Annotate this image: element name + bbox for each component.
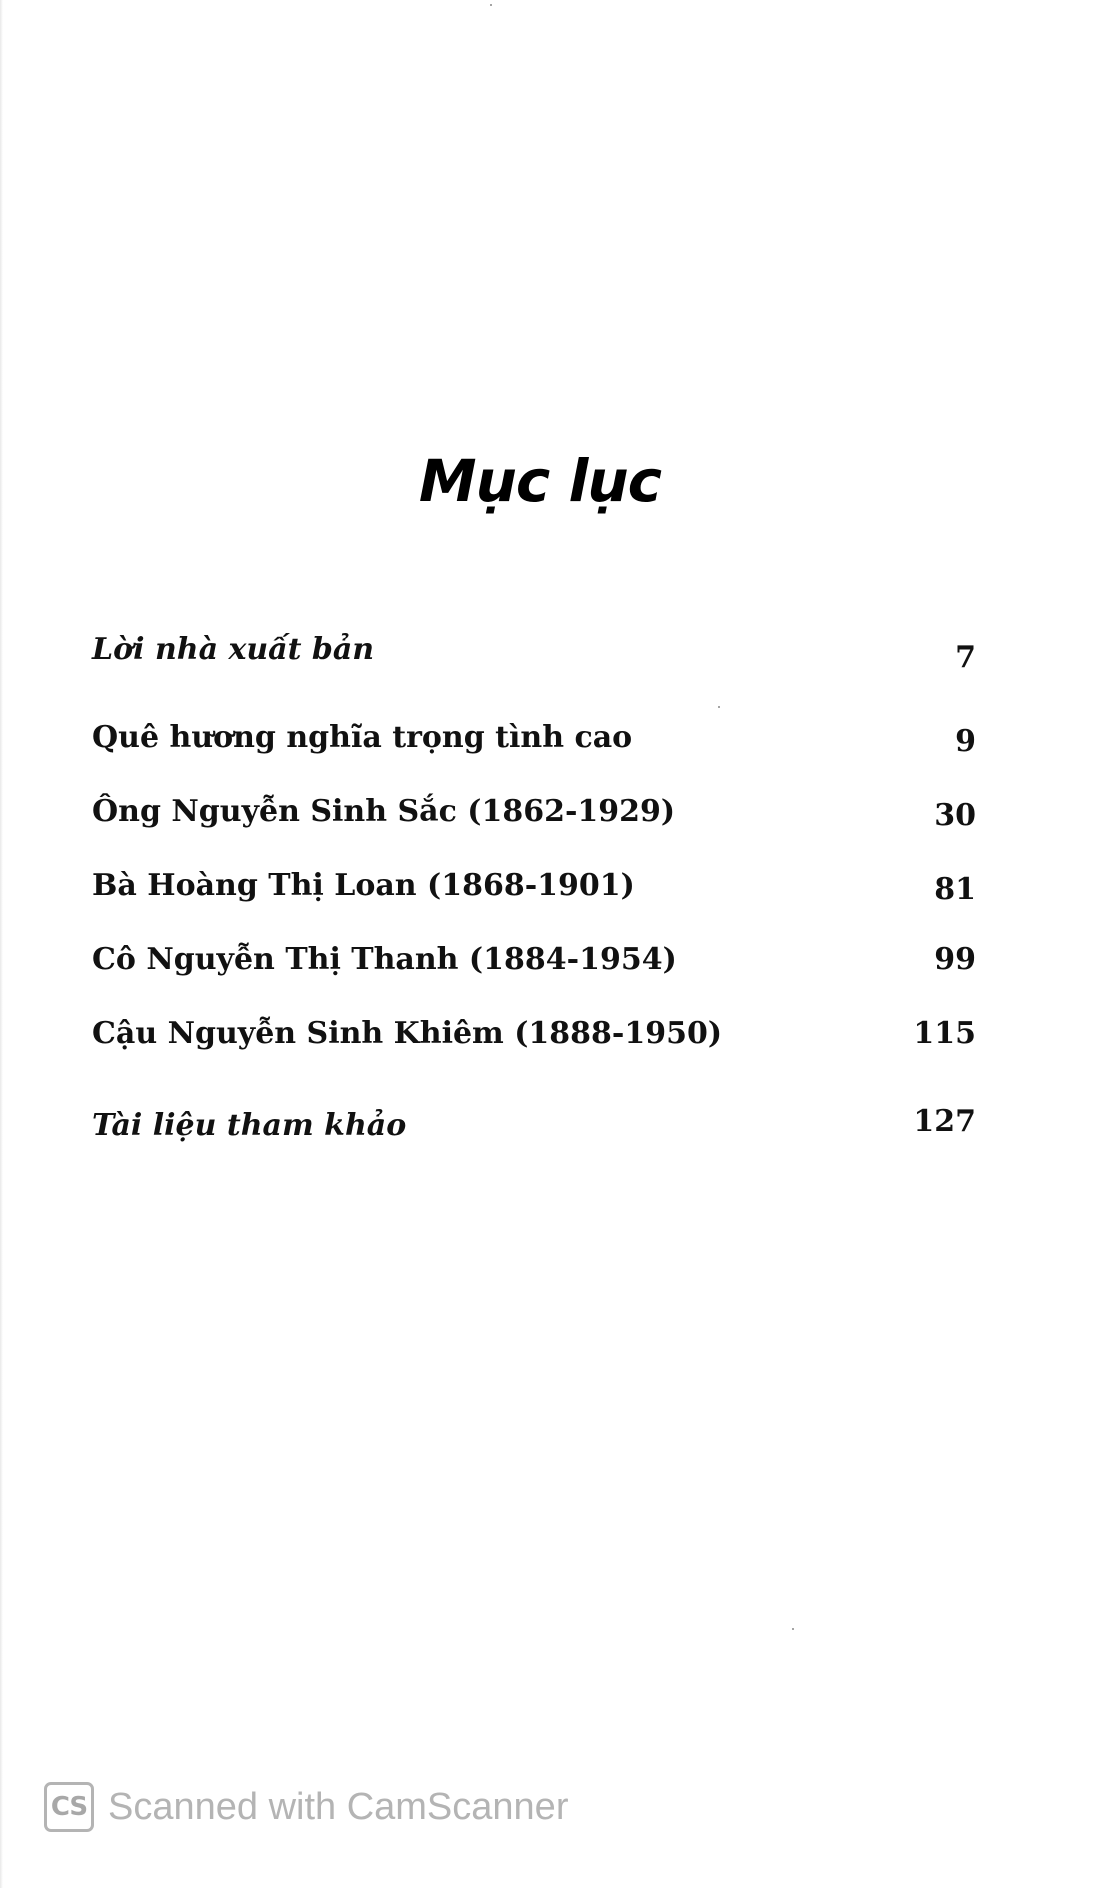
toc-entry-homeland[interactable] [92,720,976,768]
toc-entry-page: 81 [934,872,976,907]
toc-entry-page: 115 [913,1016,976,1051]
scan-speck [718,706,720,708]
camscanner-logo-icon: CS [44,1782,94,1832]
toc-entry-label: Quê hương nghĩa trọng tình cao [92,720,633,755]
toc-entry-label: Tài liệu tham khảo [92,1108,407,1143]
camscanner-watermark [44,1782,568,1832]
toc-entry-nguyen-thi-thanh[interactable] [92,942,976,990]
toc-entry-label: Lời nhà xuất bản [92,632,375,667]
toc-entry-page: 7 [955,640,976,675]
toc-entry-page: 30 [934,798,976,833]
toc-entry-page: 127 [913,1104,976,1139]
toc-entry-page: 99 [934,942,976,977]
toc-entry-label: Cô Nguyễn Thị Thanh (1884-1954) [92,942,677,977]
toc-entry-preface[interactable] [92,632,976,680]
watermark-text: Scanned with CamScanner [108,1785,569,1828]
toc-entry-references[interactable] [92,1104,976,1156]
scan-edge-shadow [0,0,3,1888]
toc-entry-label: Cậu Nguyễn Sinh Khiêm (1888-1950) [92,1016,723,1051]
page-title: Mục lục [418,446,662,515]
toc-entry-hoang-thi-loan[interactable] [92,868,976,916]
toc-entry-label: Ông Nguyễn Sinh Sắc (1862-1929) [92,794,676,829]
scan-speck [490,4,492,6]
scan-speck [792,1628,794,1630]
toc-entry-nguyen-sinh-sac[interactable] [92,794,976,842]
toc-entry-label: Bà Hoàng Thị Loan (1868-1901) [92,868,635,903]
toc-entry-page: 9 [955,724,976,759]
toc-entry-nguyen-sinh-khiem[interactable] [92,1016,976,1064]
